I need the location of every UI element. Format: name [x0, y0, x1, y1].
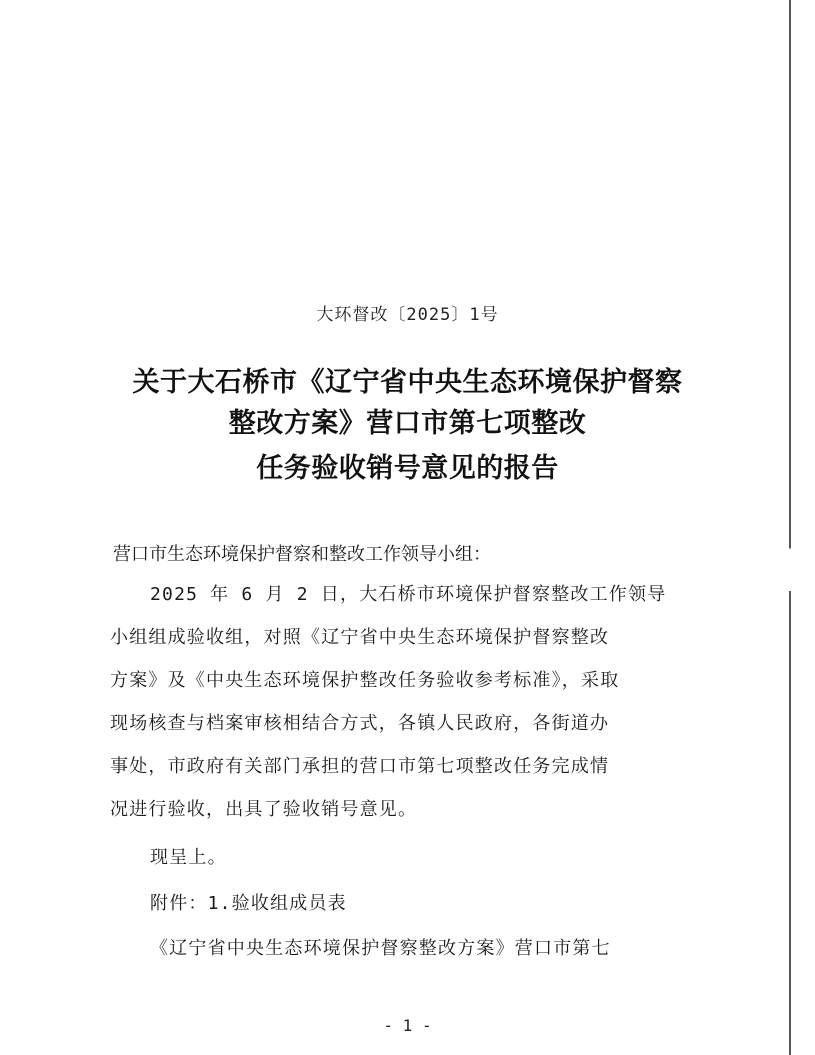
body-paragraph-line: 事处，市政府有关部门承担的营口市第七项整改任务完成情 [110, 756, 610, 777]
attachment-line: 附件：1.验收组成员表 [150, 893, 347, 914]
body-paragraph-line: 小组组成验收组，对照《辽宁省中央生态环境保护督察整改 [110, 627, 610, 648]
body-paragraph-line: 2025 年 6 月 2 日，大石桥市环境保护督察整改工作领导 [150, 584, 667, 605]
closing-line: 现呈上。 [150, 847, 227, 868]
page-number: - 1 - [383, 1016, 432, 1035]
attachment-continued-line: 《辽宁省中央生态环境保护督察整改方案》营口市第七 [150, 938, 611, 959]
document-title-line-2: 整改方案》营口市第七项整改 [228, 408, 587, 439]
body-paragraph-line: 方案》及《中央生态环境保护整改任务验收参考标准》，采取 [110, 670, 620, 691]
document-number: 大环督改〔2025〕1号 [316, 305, 499, 325]
body-paragraph-line: 现场核查与档案审核相结合方式，各镇人民政府，各街道办 [110, 713, 610, 734]
document-title-line-1: 关于大石桥市《辽宁省中央生态环境保护督察 [132, 367, 683, 398]
document-title-line-3: 任务验收销号意见的报告 [256, 453, 559, 484]
addressee: 营口市生态环境保护督察和整改工作领导小组： [113, 544, 491, 565]
body-paragraph-line: 况进行验收，出具了验收销号意见。 [110, 799, 418, 820]
scan-edge-line [789, 0, 791, 1055]
